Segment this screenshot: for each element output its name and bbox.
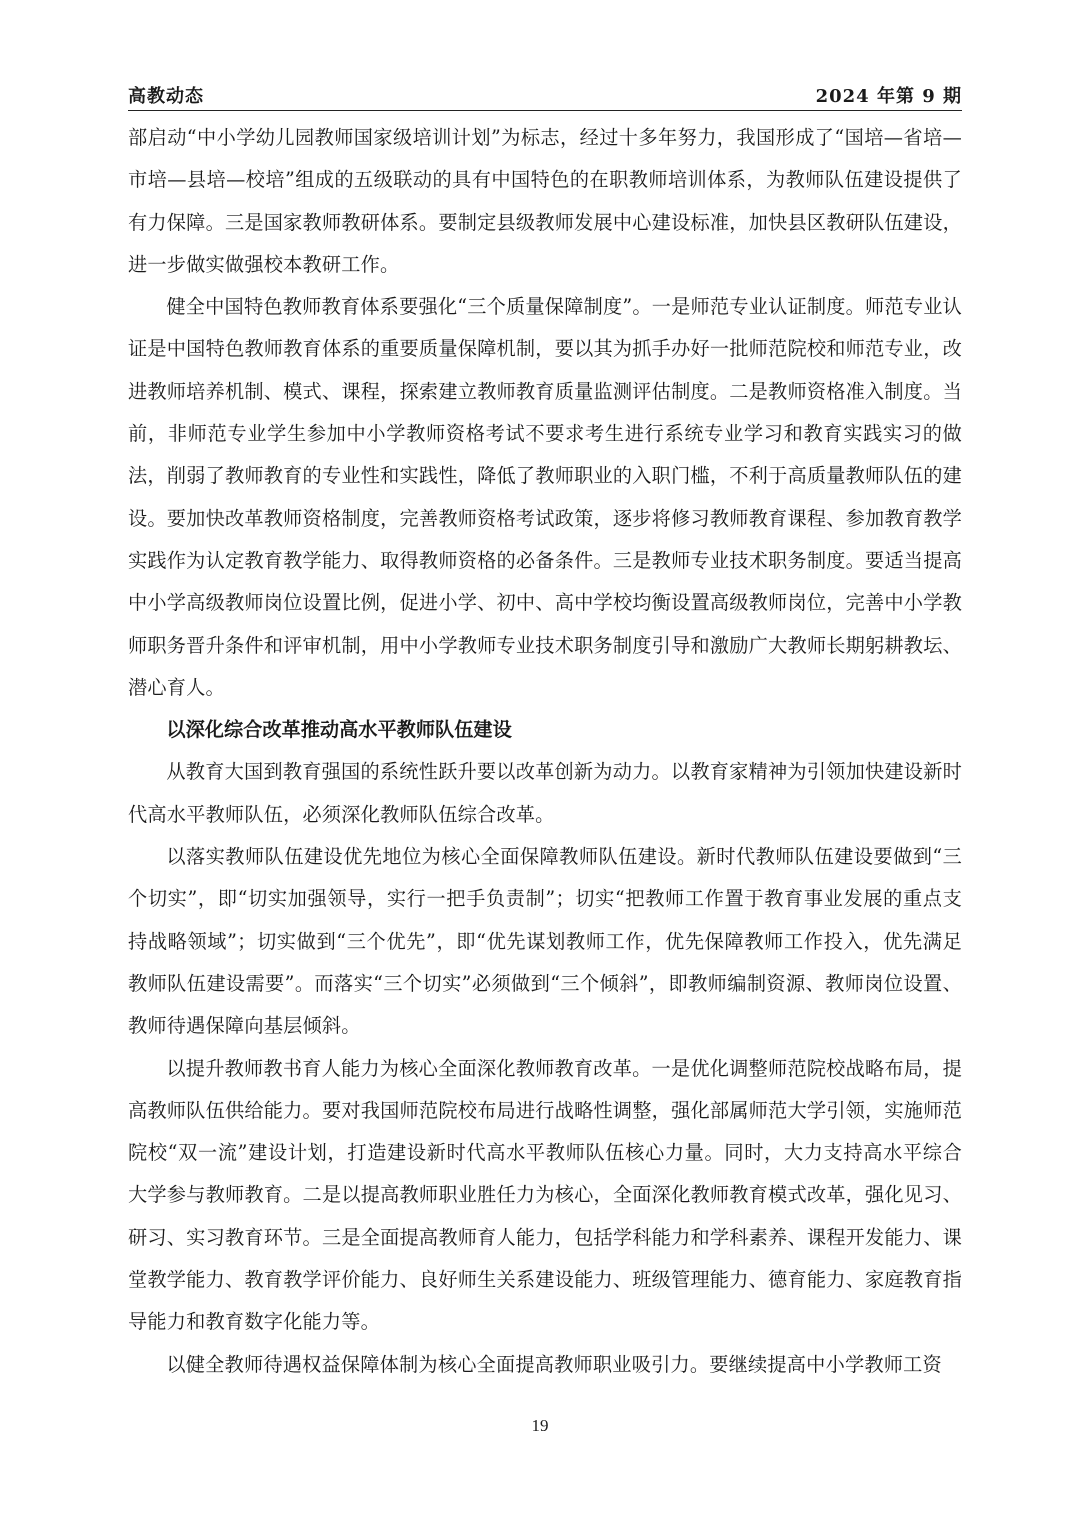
issue-label: 2024 年第 9 期 — [815, 86, 962, 107]
paragraph: 以健全教师待遇权益保障体制为核心全面提高教师职业吸引力。要继续提高中小学教师工资 — [166, 1352, 942, 1376]
paragraph: 部启动“中小学幼儿园教师国家级培训计划”为标志，经过十多年努力，我国形成了“国培—省培—市培—县培—校培”组成的五级联动的具有中国特色的在职教师培训体系，为教师队伍建设提供了有力保障。三是国家教师教研体系。要制定县级教师发展中心建设标准，加快县区教研队伍建设，进一步做实做强校本教研工作。 — [128, 126, 962, 276]
paragraph: 以提升教师教书育人能力为核心全面深化教师教育改革。一是优化调整师范院校战略布局，提高教师队伍供给能力。要对我国师范院校布局进行战略性调整，强化部属师范大学引领，实施师范院校“双一流”建设计划，打造建设新时代高水平教师队伍核心力量。同时，大力支持高水平综合大学参与教师教育。二是以提高教师职业胜任力为核心，全面深化教师教育模式改革，强化见习、研习、实习教育环节。三是全面提高教师育人能力，包括学科能力和学科素养、课程开发能力、课堂教学能力、教育教学评价能力、良好师生关系建设能力、班级管理能力、德育能力、家庭教育指导能力和教育数字化能力等。 — [128, 1056, 962, 1334]
header-divider — [128, 110, 962, 111]
paragraph: 以落实教师队伍建设优先地位为核心全面保障教师队伍建设。新时代教师队伍建设要做到“三个切实”，即“切实加强领导，实行一把手负责制”；切实“把教师工作置于教育事业发展的重点支持战略领域”；切实做到“三个优先”，即“优先谋划教师工作，优先保障教师工作投入，优先满足教师队伍建设需要”。而落实“三个切实”必须做到“三个倾斜”，即教师编制资源、教师岗位设置、教师待遇保障向基层倾斜。 — [128, 845, 962, 1038]
section-heading: 以深化综合改革推动高水平教师队伍建设 — [166, 718, 512, 742]
running-header — [128, 78, 962, 108]
article-body — [128, 117, 962, 1386]
page-number: 19 — [531, 1416, 549, 1435]
paragraph: 健全中国特色教师教育体系要强化“三个质量保障制度”。一是师范专业认证制度。师范专业认证是中国特色教师教育体系的重要质量保障机制，要以其为抓手办好一批师范院校和师范专业，改进教师培养机制、模式、课程，探索建立教师教育质量监测评估制度。二是教师资格准入制度。当前，非师范专业学生参加中小学教师资格考试不要求考生进行系统专业学习和教育实践实习的做法，削弱了教师教育的专业性和实践性，降低了教师职业的入职门槛，不利于高质量教师队伍的建设。要加快改革教师资格制度，完善教师资格考试政策，逐步将修习教师教育课程、参加教育教学实践作为认定教育教学能力、取得教师资格的必备条件。三是教师专业技术职务制度。要适当提高中小学高级教师岗位设置比例，促进小学、初中、高中学校均衡设置高级教师岗位，完善中小学教师职务晋升条件和评审机制，用中小学教师专业技术职务制度引导和激励广大教师长期躬耕教坛、潜心育人。 — [128, 295, 962, 699]
journal-title: 高教动态 — [128, 86, 204, 107]
paragraph: 从教育大国到教育强国的系统性跃升要以改革创新为动力。以教育家精神为引领加快建设新时代高水平教师队伍，必须深化教师队伍综合改革。 — [128, 760, 962, 826]
